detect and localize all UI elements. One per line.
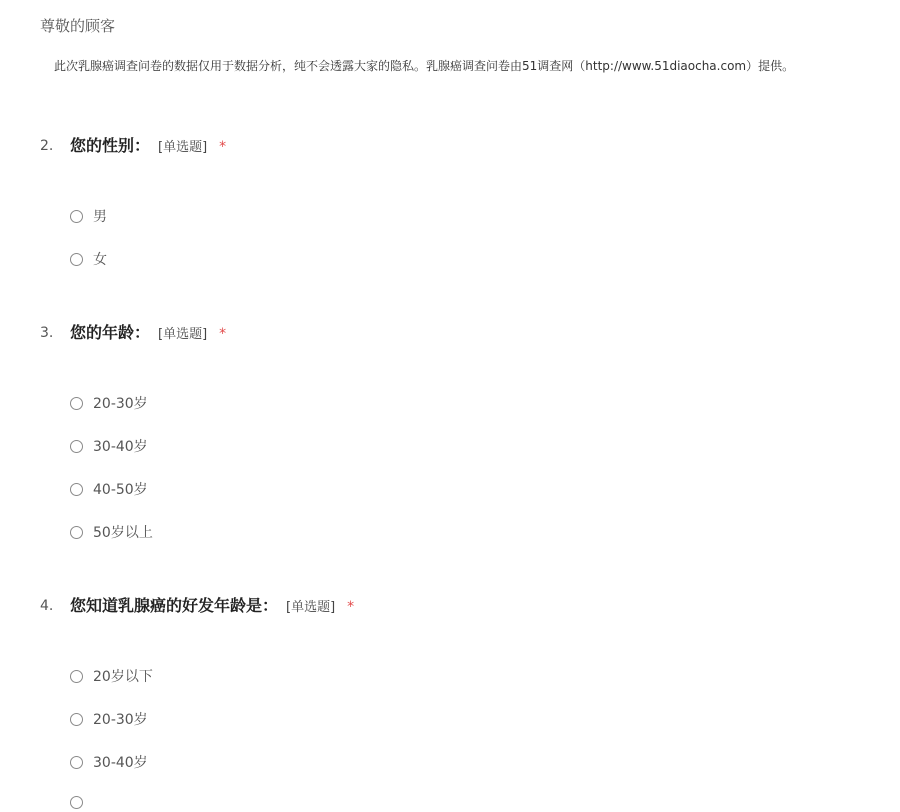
option-male[interactable] (70, 206, 107, 226)
option-age-30-40[interactable] (70, 436, 148, 456)
radio-button[interactable] (70, 796, 83, 809)
survey-intro: 此次乳腺癌调查问卷的数据仅用于数据分析，纯不会透露大家的隐私。乳腺癌调查问卷由51调查网（http://www.51diaocha.com）提供。 (54, 59, 795, 73)
option-partial-next[interactable] (70, 792, 83, 812)
option-age-40-50[interactable] (70, 479, 148, 499)
option-label: 40-50岁 (93, 482, 148, 498)
radio-button[interactable] (70, 440, 83, 453)
radio-button[interactable] (70, 526, 83, 539)
option-label: 30-40岁 (93, 755, 148, 771)
question-text (70, 135, 226, 159)
radio-button[interactable] (70, 713, 83, 726)
option-female[interactable] (70, 249, 107, 269)
question-text-label: 您的性别： (70, 136, 151, 155)
radio-button[interactable] (70, 756, 83, 769)
option-label: 20-30岁 (93, 712, 148, 728)
question-type: [单选题] (158, 140, 208, 155)
question-type: [单选题] (158, 327, 208, 342)
question-type: [单选题] (286, 600, 336, 615)
option-label: 30-40岁 (93, 439, 148, 455)
radio-button[interactable] (70, 397, 83, 410)
required-marker: * (347, 599, 355, 615)
radio-button[interactable] (70, 210, 83, 223)
question-text-label: 您知道乳腺癌的好发年龄是： (70, 596, 279, 615)
option-under-20[interactable] (70, 666, 153, 686)
question-number: 3. (40, 325, 54, 341)
option-label: 50岁以上 (93, 525, 153, 541)
option-onset-20-30[interactable] (70, 709, 148, 729)
question-text (70, 322, 226, 346)
option-label: 20-30岁 (93, 396, 148, 412)
radio-button[interactable] (70, 670, 83, 683)
option-onset-30-40[interactable] (70, 752, 148, 772)
option-label: 男 (93, 209, 107, 225)
option-label: 女 (93, 252, 107, 268)
option-label: 20岁以下 (93, 669, 153, 685)
question-number: 4. (40, 598, 54, 614)
required-marker: * (219, 326, 227, 342)
radio-button[interactable] (70, 253, 83, 266)
question-number: 2. (40, 138, 54, 154)
required-marker: * (219, 139, 227, 155)
radio-button[interactable] (70, 483, 83, 496)
question-text (70, 595, 354, 619)
greeting: 尊敬的顾客 (40, 17, 116, 35)
option-age-20-30[interactable] (70, 393, 148, 413)
question-text-label: 您的年龄： (70, 323, 151, 342)
option-age-50-plus[interactable] (70, 522, 153, 542)
